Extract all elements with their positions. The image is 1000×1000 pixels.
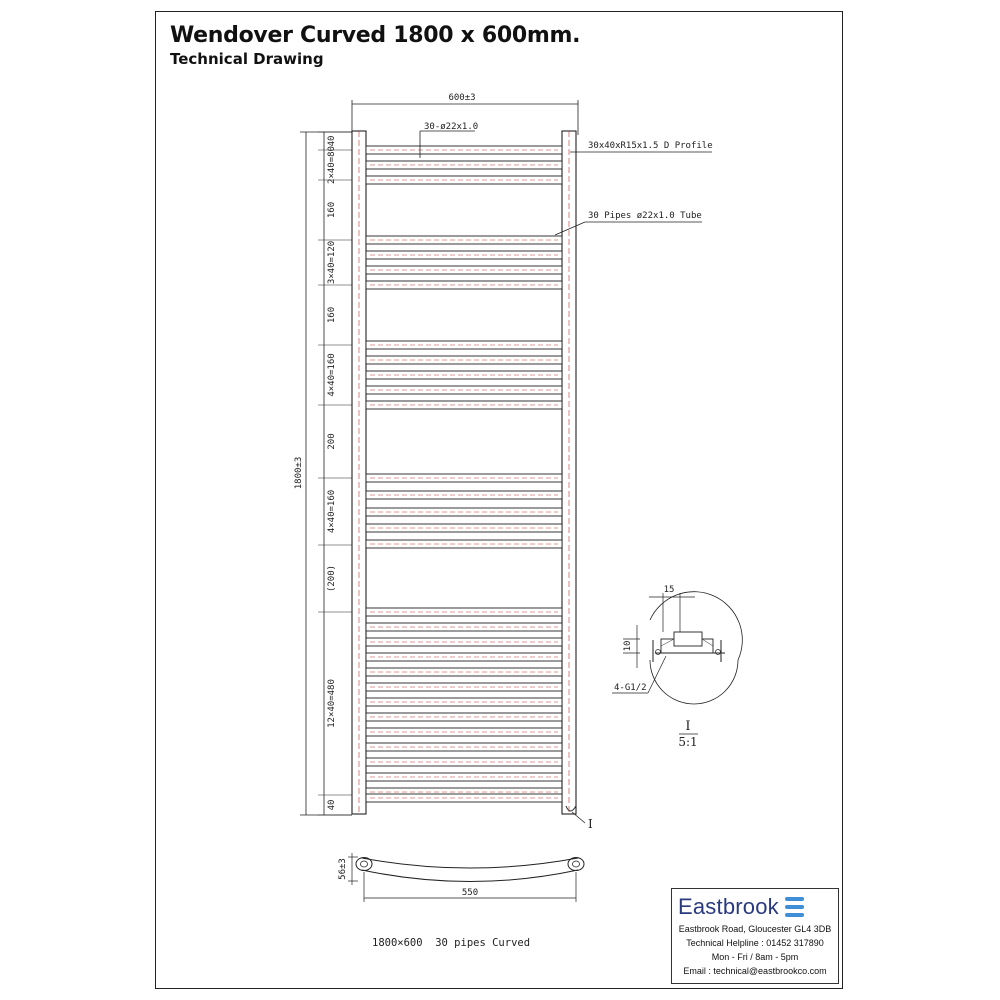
company-hours: Mon - Fri / 8am - 5pm [711,952,799,962]
pipes-callout-label: 30 Pipes ø22x1.0 Tube [588,211,702,221]
spacing-dim-label-5: 160 [327,306,337,324]
detail-scale-label: 5:1 [678,735,698,749]
detail-dim-10: 10 [623,640,633,652]
brand-mark-icon [785,897,804,917]
drawing-caption: 1800×600 30 pipes Curved [372,937,531,949]
spacing-dim-label-3: 160 [327,201,337,219]
spacing-dim-label-4: 3×40=120 [327,240,337,285]
page-subtitle: Technical Drawing [170,50,324,68]
spacing-dim-label-10: 12×40=480 [327,679,337,728]
spacing-dim-label-1: 40 [327,135,337,147]
spacing-dim-label-9: (200) [327,564,337,593]
company-address: Eastbrook Road, Gloucester GL4 3DB [678,924,832,934]
radiator-elevation [352,131,576,814]
spacing-dim-label-2: 2×40=80 [327,146,337,184]
spacing-dim-label-8: 4×40=160 [327,489,337,534]
detail-ref-label: I [685,719,691,734]
spacing-dim-label-6: 4×40=160 [327,353,337,397]
detail-marker-label: I [588,817,593,831]
pipes-callout-leader [555,222,702,235]
company-email: Email : technical@eastbrookco.com [683,966,827,976]
plan-depth-label: 56±3 [338,858,348,880]
rail-callout-label: 30x40xR15x1.5 D Profile [588,141,713,151]
height-dimension-label: 1800±3 [294,456,304,490]
page-title: Wendover Curved 1800 x 600mm. [170,23,581,48]
detail-dim-15: 15 [663,585,675,595]
detail-thread-label: 4-G1/2 [614,683,647,693]
spacing-dim-label-11: 40 [327,799,337,811]
pipe-spec-label: 30-ø22x1.0 [424,122,479,132]
plan-centres-label: 550 [461,888,479,898]
company-info-box [671,888,839,984]
brand-row [678,894,804,920]
pipe-spacing-dimensions [318,132,352,815]
detail-marker-leader [572,812,585,823]
spacing-dim-label-7: 200 [327,433,337,450]
brand-logo-text: Eastbrook [678,894,779,919]
height-dimension [300,132,352,815]
company-helpline: Technical Helpline : 01452 317890 [686,938,824,948]
width-dimension-label: 600±3 [448,93,476,103]
